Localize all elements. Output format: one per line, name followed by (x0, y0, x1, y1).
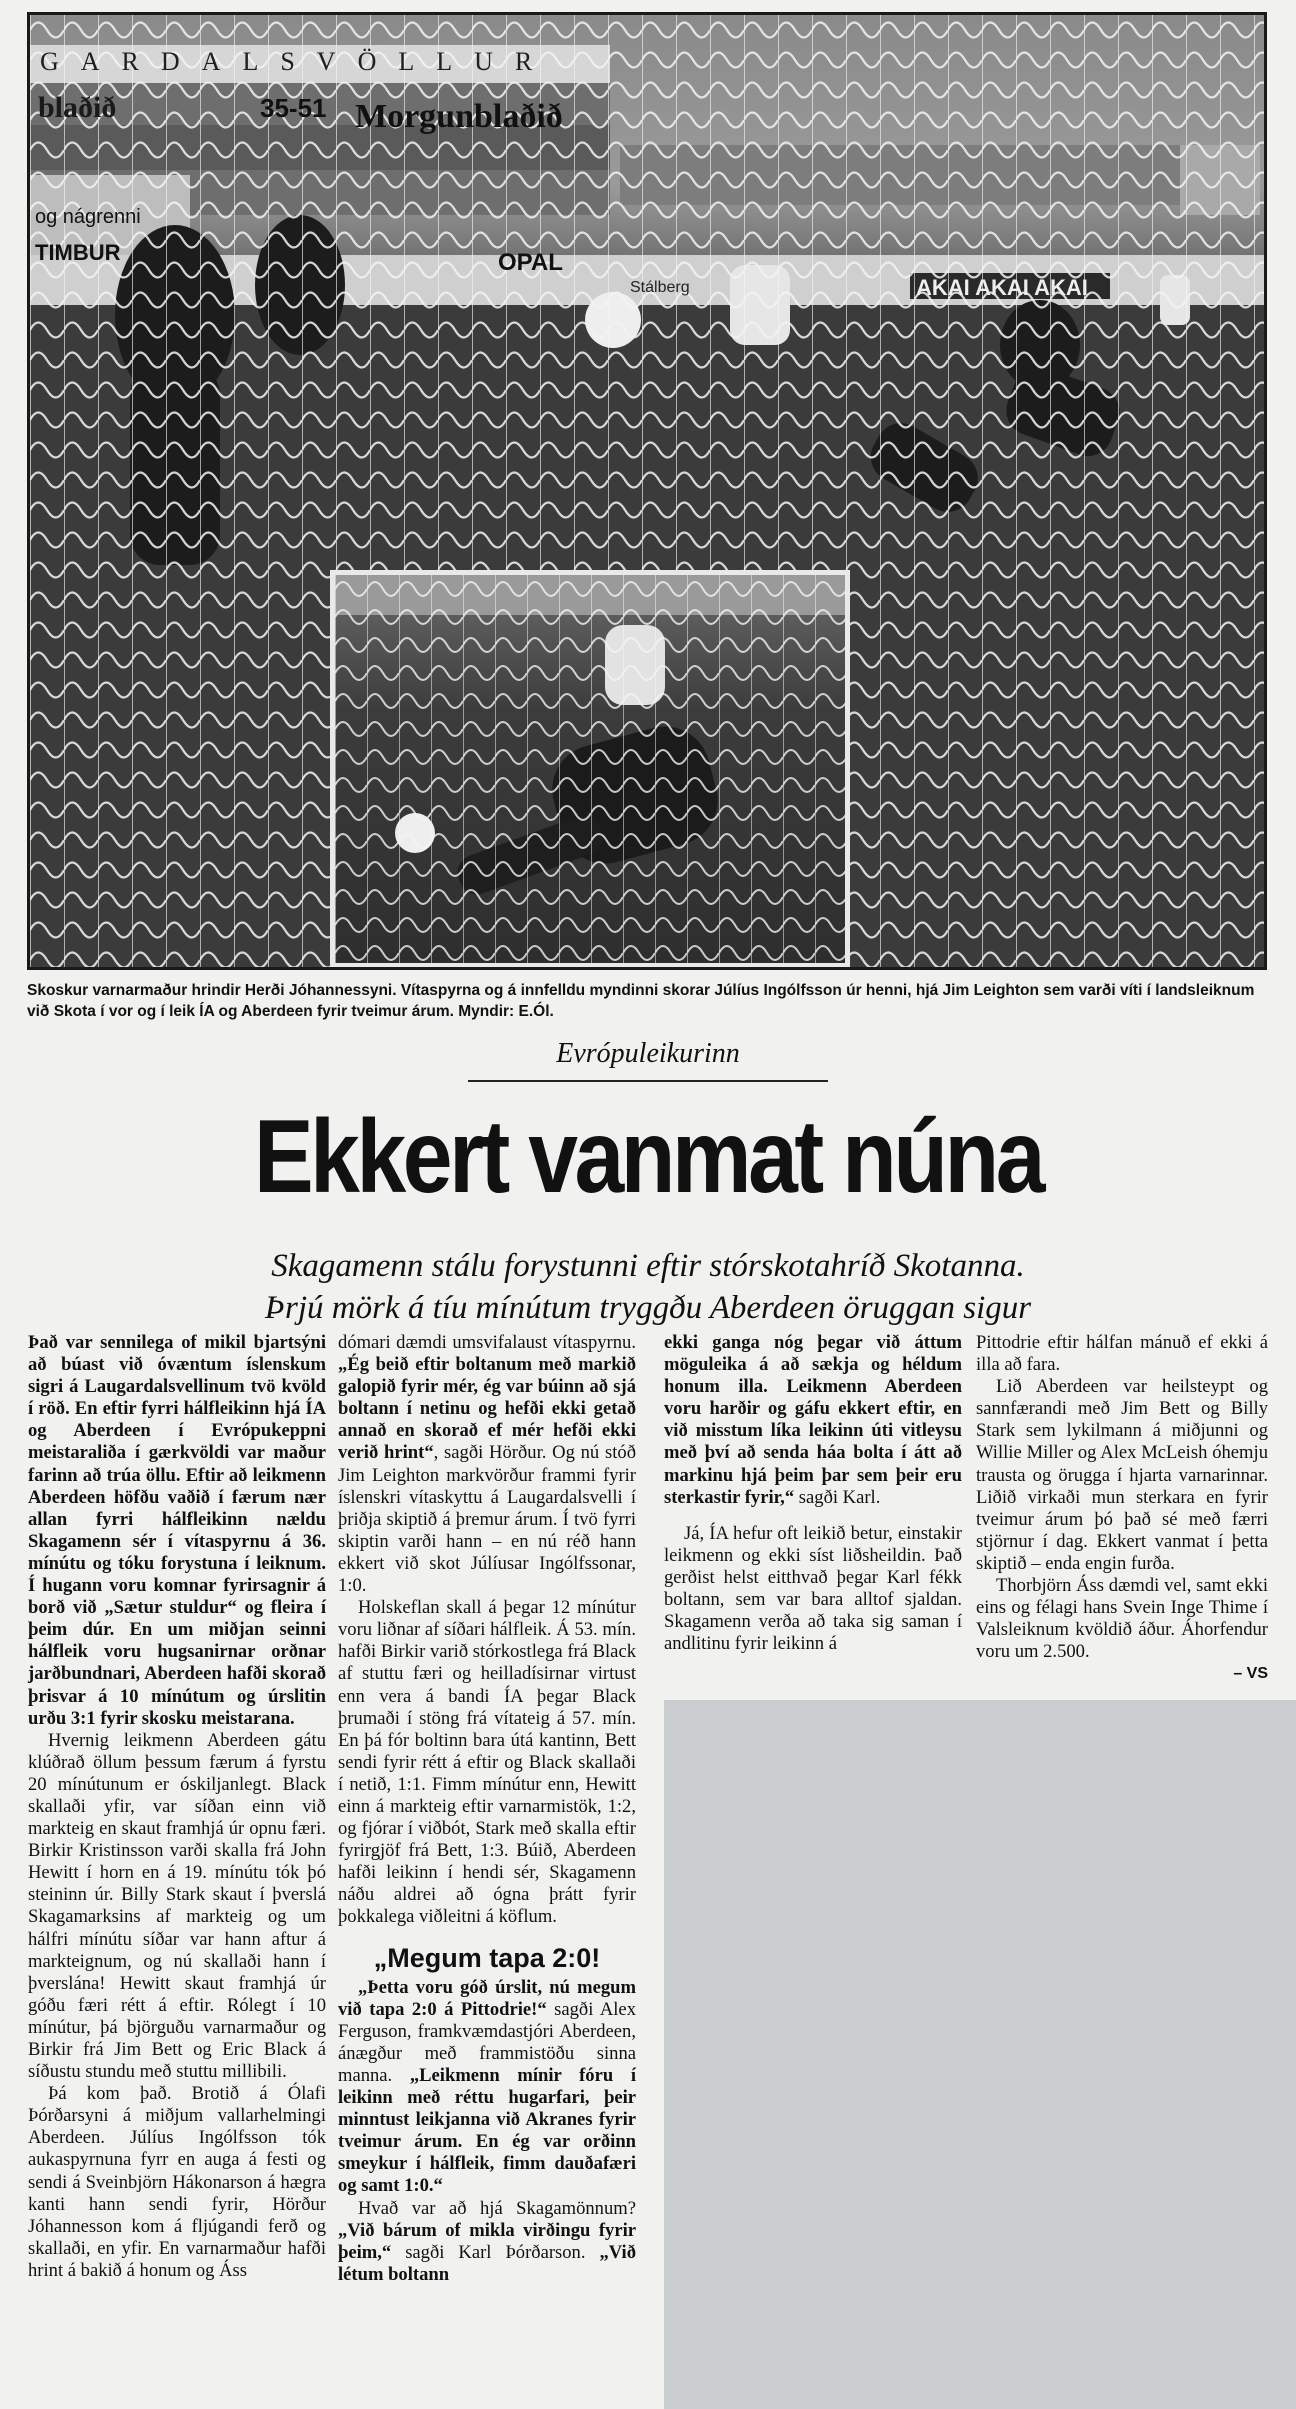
deck-line-2: Þrjú mörk á tíu mínútum tryggðu Aberdeen öruggan sigur (264, 1290, 1032, 1326)
kicker-rule (468, 1080, 828, 1082)
ad-morgunbladid: Morgunblaðið (355, 98, 563, 135)
stadium-letters: GARDALSVÖLLUR (40, 47, 555, 76)
inset-scene (335, 575, 845, 963)
empty-grey-area (664, 1700, 1296, 2409)
ad-nagrenni: og nágrenni (35, 206, 141, 228)
paragraph (338, 1977, 636, 2198)
paragraph: Thorbjörn Áss dæmdi vel, samt ekki eins og félagi hans Svein Inge Thime í Valsleiknum kvöldið áður. Áhorfendur voru um 2.500. (976, 1575, 1268, 1663)
ad-opal: OPAL (498, 249, 563, 276)
text-run: sagði Karl. (794, 1486, 881, 1508)
author-signature: – VS (1233, 1665, 1268, 1683)
quote: „Ég beið eftir boltanum með markið galopið fyrir mér, ég var búinn að sjá boltann í netinu og hefði ekki getað annað en skorað ef mér hefði ekki verið hrint“ (338, 1354, 636, 1464)
text-run: sagði Alex Ferguson, framkvæmdastjóri Aberdeen, ánægður með frammistöðu sinna manna. (338, 1998, 636, 2086)
quote: ekki ganga nóg þegar við áttum möguleika á að sækja og héldum honum illa. Leikmenn Aberdeen voru harðir og gáfu ekkert eftir, en við misstum líka leikinn úti vitleysu með því að senda háa bolta í átt að markinu hjá þeim þar sem þeir eru sterkastir fyrir,“ (664, 1332, 962, 1508)
paragraph (664, 1332, 962, 1509)
paragraph: Já, ÍA hefur oft leikið betur, einstakir leikmenn og ekki síst liðsheildin. Það gerðist helst eitthvað þegar Karl fékk boltann, sem var bara alltof sjaldan. Skagamenn verða að taka sig saman í andlitinu fyrir leikinn á (664, 1522, 962, 1655)
photo-caption: Skoskur varnarmaður hrindir Herði Jóhannessyni. Vítaspyrna og á innfelldu myndinni skorar Júlíus Ingólfsson úr henni, hjá Jim Leighton sem varði víti í landsleiknum við Skota í vor og í leik ÍA og Aberdeen fyrir tveimur árum. Myndir: E.Ól. (27, 982, 1255, 1020)
headline: Ekkert vanmat núna (253, 1099, 1043, 1215)
lead-paragraph: Það var sennilega of mikil bjartsýni að búast við óvæntum íslenskum sigri á Laugardalsvellinum tvö kvöld í röð. En eftir fyrri hálfleikinn hjá ÍA og Aberdeen í Evrópukeppni meistaraliða í gærkvöldi var maður farinn að trúa öllu. Eftir að leikmenn Aberdeen höfðu vaðið í færum nær allan fyrri hálfleikinn nældu Skagamenn sér í vítaspyrnu á 36. mínútu og tóku forystuna í leiknum. Í hugann voru komnar fyrirsagnir á borð við „Sætur stuldur“ og fleira í þeim dúr. En um miðjan seinni hálfleik voru hugsanirnar orðnar jarðbundnari, Aberdeen hafði skorað þrisvar á 10 mínútum og úrslitin urðu 3:1 fyrir skosku meistarana. (28, 1332, 326, 1729)
text-run: sagði Karl Þórðarson. (391, 2241, 600, 2263)
match-photo (27, 12, 1267, 970)
paragraph: Lið Aberdeen var heilsteypt og sannfærandi með Jim Bett og Billy Stark sem lykilmann á miðjunni og Willie Miller og Alex McLeish óhemju trausta og örugga í hjarta varnarinnar. Liðið virkaði mun sterkara en fyrir tveimur árum þó það sé með færri stjörnur í dag. Ekkert vanmat í þetta skiptið – enda engin furða. (976, 1376, 1268, 1574)
quote: „Leikmenn mínir fóru í leikinn með réttu hugarfari, þeir minntust leikjanna við Akranes fyrir tveimur árum. En ég var orðinn smeykur í hálfleik, fimm dauðafæri og samt 1:0.“ (338, 2065, 637, 2197)
text-run: dómari dæmdi umsvifalaust vítaspyrnu. (338, 1332, 636, 1353)
paragraph: Pittodrie eftir hálfan mánuð ef ekki á illa að fara. (976, 1332, 1268, 1376)
quote: „Þetta voru góð úrslit, nú megum við tapa 2:0 á Pittodrie!“ (338, 1976, 636, 2020)
quote: „Við bárum of mikla virðingu fyrir þeim,“ (338, 2219, 636, 2263)
ad-akai: AKAI AKAI AKAI (916, 275, 1088, 300)
text-run: Hvað var að hjá Skagamönnum? (358, 2197, 636, 2219)
subheading: „Megum tapa 2:0! (373, 1942, 601, 1973)
paragraph: Þá kom það. Brotið á Ólafi Þórðarsyni á miðjum vallarhelmingi Aberdeen. Júlíus Ingólfsson tók aukaspyrnuna fyrr en auga á festi og sendi á Sveinbjörn Hákonarson á hægra kanti hann sendi fyrir, Hörður Jóhannesson kom á fljúgandi ferð og skallaði, en yfir. En varnarmaður hafði hrint á bakið á honum og Áss (28, 2083, 326, 2281)
column-3 (664, 1332, 962, 1655)
deck-line-1: Skagamenn stálu forystunni eftir stórskotahríð Skotanna. (271, 1248, 1025, 1284)
kicker: Evrópuleikurinn (556, 1038, 740, 1069)
ad-bladid: blaðið (38, 91, 117, 124)
quote: „Við létum boltann (338, 2241, 636, 2285)
text-run: , sagði Hörður. Og nú stóð Jim Leighton markvörður frammi fyrir íslenskri vítaskyttu á Laugardalsvelli í þriðja skiptið á þremur árum. Í tvö fyrri skiptin varði hann – en nú réð hann ekkert við skot Júlíusar Ingólfssonar, 1:0. (338, 1442, 636, 1597)
paragraph (338, 2198, 636, 2286)
ad-timbur: TIMBUR (35, 240, 121, 265)
deck (0, 1245, 1296, 1329)
paragraph: Holskeflan skall á þegar 12 mínútur voru liðnar af síðari hálfleik. Á 53. mín. hafði Birkir varið stórkostlega frá Black af stuttu færi og heilladísirnar virtust enn vera á bandi ÍA þegar Black þrumaði í stöng frá vítateig á 57. mín. En þá fór boltinn bara útá kantinn, Bett sendi fyrir rétt á eftir og Black skallaði í netið, 1:1. Fimm mínútur enn, Hewitt einn á markteig eftir varnarmistök, 1:2, og fjórar í viðbót, Stark með skalla eftir fyrirgjöf frá Bett, 1:3. Búið, Aberdeen hafði leikinn í hendi sér, Skagamenn náðu aldrei að ógna þrátt fyrir þokkalega viðleitni á köflum. (338, 1597, 636, 1928)
column-2 (338, 1332, 636, 2286)
column-1 (28, 1332, 326, 2282)
inset-photo (330, 570, 850, 968)
paragraph (338, 1332, 636, 1597)
paragraph: Hvernig leikmenn Aberdeen gátu klúðrað öllum þessum færum á fyrstu 20 mínútunum er óskiljanlegt. Black skallaði yfir, var síðan einn við markteig en skaut framhjá úr opnu færi. Birkir Kristinsson varði skalla frá John Hewitt í horn en á 19. mínútu tók þó steininn úr. Billy Stark skaut í þverslá Skagamarksins af markteig og um hálfri mínútu síðar var hann aftur á markteignum, og nú skallaði hann í þverslána! Hewitt skaut framhjá úr góðu færi rétt á eftir. Rólegt í 10 mínútur, þá björguðu varnarmaður og Birkir frá Jim Bett og Eric Black á síðustu stundu með stuttu millibili. (28, 1729, 326, 2083)
column-4 (976, 1332, 1268, 1686)
ad-number: 35-51 (260, 93, 327, 123)
ad-stalberg: Stálberg (630, 279, 690, 296)
